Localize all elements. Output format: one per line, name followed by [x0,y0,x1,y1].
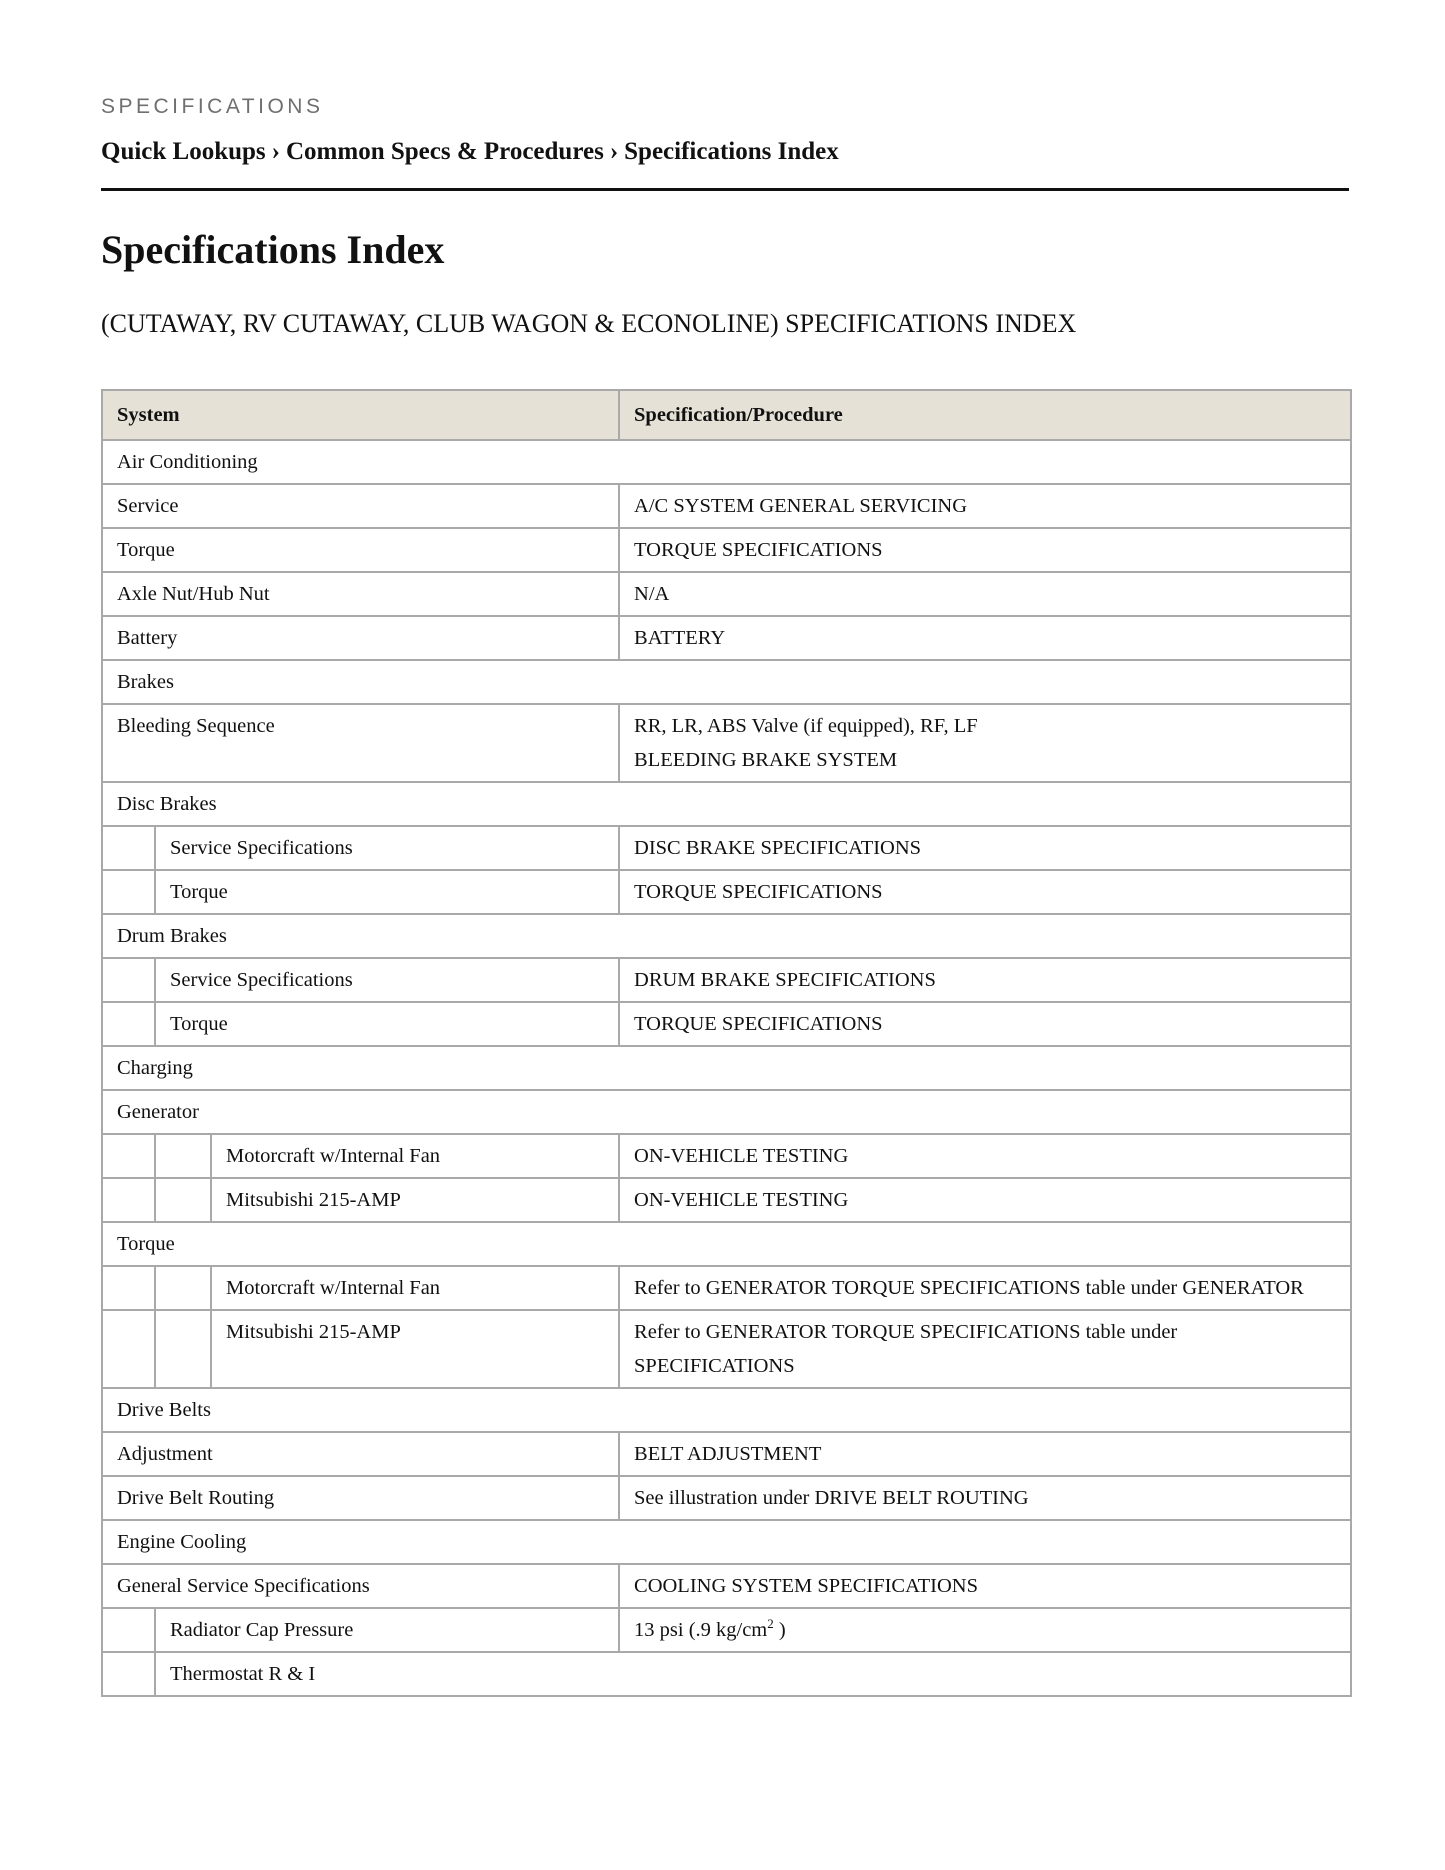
breadcrumb-quick-lookups[interactable]: Quick Lookups [101,138,266,165]
spec-value [619,1608,1351,1652]
system-cell: Air Conditioning [102,440,1351,484]
indent-cell [102,1266,155,1310]
spec-text-end: ) [773,1619,786,1641]
specifications-table [101,389,1352,1697]
system-cell: Torque [155,870,619,914]
system-cell: Motorcraft w/Internal Fan [211,1134,619,1178]
system-cell: Service [102,484,619,528]
table-row [102,1178,1351,1222]
indent-cell [102,1608,155,1652]
system-cell: Bleeding Sequence [102,704,619,782]
system-cell: Drum Brakes [102,914,1351,958]
breadcrumb-separator: › [271,138,280,165]
indent-cell [102,870,155,914]
indent-cell [102,958,155,1002]
table-row [102,616,1351,660]
table-row [102,1090,1351,1134]
page-subtitle: (CUTAWAY, RV CUTAWAY, CLUB WAGON & ECONOLINE) SPECIFICATIONS INDEX [101,309,1077,338]
spec-link[interactable]: Refer to GENERATOR TORQUE SPECIFICATIONS table under SPECIFICATIONS [619,1310,1351,1388]
spec-cell [619,704,1351,782]
system-cell: Mitsubishi 215-AMP [211,1310,619,1388]
table-row [102,914,1351,958]
table-row [102,484,1351,528]
table-row [102,1564,1351,1608]
system-cell: Brakes [102,660,1351,704]
indent-cell [102,1002,155,1046]
system-cell: Adjustment [102,1432,619,1476]
system-cell: Charging [102,1046,1351,1090]
table-row [102,572,1351,616]
spec-link[interactable]: TORQUE SPECIFICATIONS [619,1002,1351,1046]
spec-link[interactable]: TORQUE SPECIFICATIONS [619,528,1351,572]
system-cell: Torque [102,528,619,572]
system-cell: Battery [102,616,619,660]
table-row [102,958,1351,1002]
table-row [102,782,1351,826]
table-row [102,1222,1351,1266]
system-cell: Torque [102,1222,1351,1266]
spec-link[interactable]: BATTERY [619,616,1351,660]
indent-cell [155,1310,211,1388]
spec-value: RR, LR, ABS Valve (if equipped), RF, LF [634,715,978,737]
table-row [102,1388,1351,1432]
table-row [102,440,1351,484]
page-title: Specifications Index [101,227,445,272]
indent-cell [102,1310,155,1388]
table-row [102,528,1351,572]
spec-link[interactable]: TORQUE SPECIFICATIONS [619,870,1351,914]
table-row [102,1520,1351,1564]
system-cell: Service Specifications [155,826,619,870]
table-row [102,1134,1351,1178]
breadcrumb [101,138,839,166]
indent-cell [155,1266,211,1310]
spec-link[interactable]: ON-VEHICLE TESTING [619,1178,1351,1222]
breadcrumb-common-specs[interactable]: Common Specs & Procedures [286,138,604,165]
system-cell: Disc Brakes [102,782,1351,826]
table-row [102,1652,1351,1696]
spec-link[interactable]: BLEEDING BRAKE SYSTEM [634,749,898,771]
spec-link[interactable]: BELT ADJUSTMENT [619,1432,1351,1476]
indent-cell [102,826,155,870]
spec-link[interactable]: Refer to GENERATOR TORQUE SPECIFICATIONS table under GENERATOR [619,1266,1351,1310]
indent-cell [102,1652,155,1696]
spec-link[interactable]: ON-VEHICLE TESTING [619,1134,1351,1178]
table-row [102,1002,1351,1046]
superscript: 2 [767,1616,774,1632]
table-row [102,826,1351,870]
system-cell: Drive Belt Routing [102,1476,619,1520]
table-row [102,1046,1351,1090]
table-row [102,1476,1351,1520]
table-row [102,870,1351,914]
system-cell: Radiator Cap Pressure [155,1608,619,1652]
spec-link[interactable]: DRUM BRAKE SPECIFICATIONS [619,958,1351,1002]
breadcrumb-separator: › [609,138,619,165]
header-divider [101,188,1349,191]
table-row [102,704,1351,782]
spec-link[interactable]: See illustration under DRIVE BELT ROUTING [619,1476,1351,1520]
spec-value: N/A [619,572,1351,616]
indent-cell [155,1134,211,1178]
system-cell: Motorcraft w/Internal Fan [211,1266,619,1310]
section-label: SPECIFICATIONS [101,95,324,118]
breadcrumb-specifications-index[interactable]: Specifications Index [624,138,839,165]
table-row [102,1608,1351,1652]
indent-cell [102,1134,155,1178]
spec-text: 13 psi (.9 kg/cm [634,1619,768,1641]
system-cell: Axle Nut/Hub Nut [102,572,619,616]
table-row [102,1266,1351,1310]
table-header-row [102,390,1351,440]
indent-cell [155,1178,211,1222]
system-cell: Service Specifications [155,958,619,1002]
spec-link[interactable]: A/C SYSTEM GENERAL SERVICING [619,484,1351,528]
table-row [102,1432,1351,1476]
indent-cell [102,1178,155,1222]
system-cell: Engine Cooling [102,1520,1351,1564]
system-cell: Thermostat R & I [155,1652,1351,1696]
system-cell: Drive Belts [102,1388,1351,1432]
column-header-spec: Specification/Procedure [619,390,1351,440]
column-header-system: System [102,390,619,440]
system-cell: Torque [155,1002,619,1046]
system-cell: Generator [102,1090,1351,1134]
table-row [102,660,1351,704]
system-cell: Mitsubishi 215-AMP [211,1178,619,1222]
system-cell: General Service Specifications [102,1564,619,1608]
spec-link[interactable]: COOLING SYSTEM SPECIFICATIONS [619,1564,1351,1608]
table-row [102,1310,1351,1388]
spec-link[interactable]: DISC BRAKE SPECIFICATIONS [619,826,1351,870]
